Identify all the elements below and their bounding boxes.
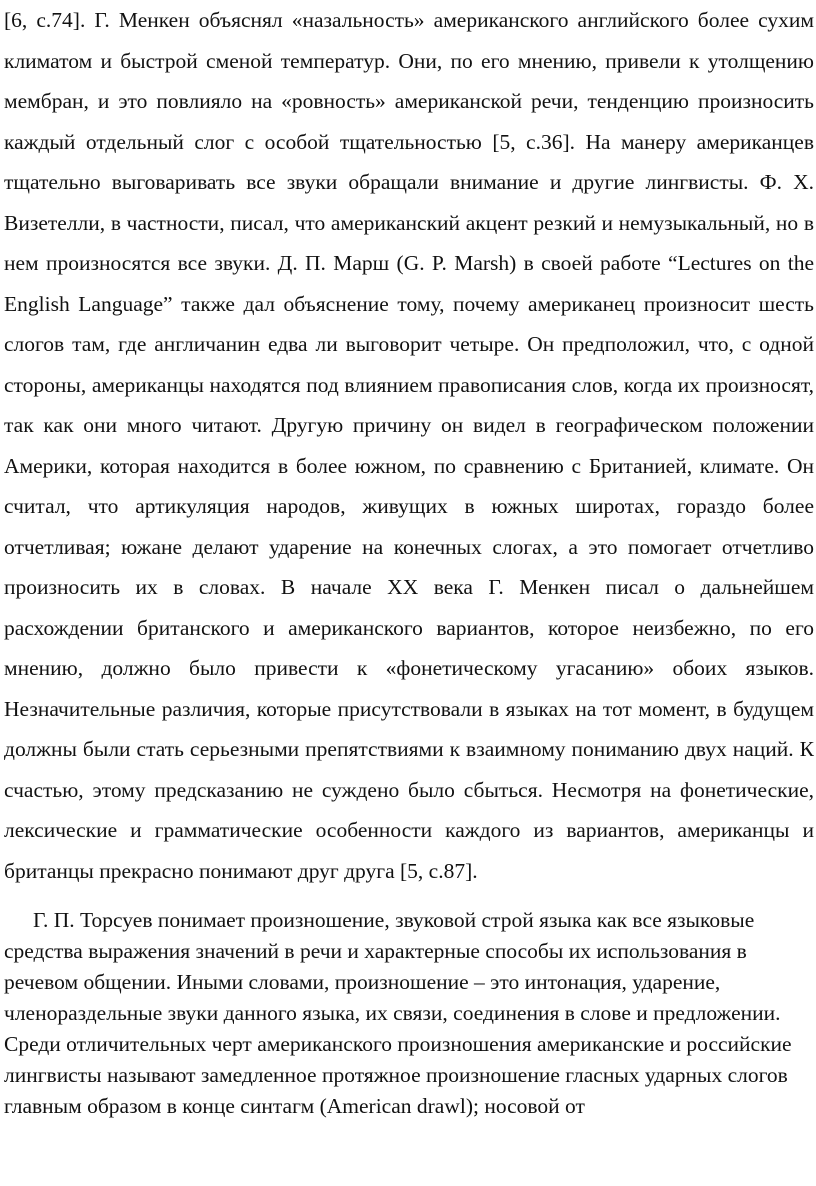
document-page: [4, 0, 814, 1122]
body-paragraph-2: Г. П. Торсуев понимает произношение, звуковой строй языка как все языковые средства выражения значений в речи и характерные способы их использования в речевом общении. Иными словами, произношение – это интонация, ударение, членораздельные звуки данного языка, их связи, соединения в слове и предложении. Среди отличительных черт американского произношения американские и российские лингвисты называют замедленное протяжное произношение гласных ударных слогов главным образом в конце синтагм (American drawl); носовой от: [4, 908, 792, 1118]
body-paragraph-1: [6, с.74]. Г. Менкен объяснял «назальность» американского английского более сухим климатом и быстрой сменой температур. Они, по его мнению, привели к утолщению мембран, и это повлияло на «ровность» американской речи, тенденцию произносить каждый отдельный слог с особой тщательностью [5, с.36]. На манеру американцев тщательно выговаривать все звуки обращали внимание и другие лингвисты. Ф. Х. Визетелли, в частности, писал, что американский акцент резкий и немузыкальный, но в нем произносятся все звуки. Д. П. Марш (G. P. Marsh) в своей работе “Lectures on the English Language” также дал объяснение тому, почему американец произносит шесть слогов там, где англичанин едва ли выговорит четыре. Он предположил, что, с одной стороны, американцы находятся под влиянием правописания слов, когда их произносят, так как они много читают. Другую причину он видел в географическом положении Америки, которая находится в более южном, по сравнению с Британией, климате. Он считал, что артикуляция народов, живущих в южных широтах, гораздо более отчетливая; южане делают ударение на конечных слогах, а это помогает отчетливо произносить их в словах. В начале XX века Г. Менкен писал о дальнейшем расхождении британского и американского вариантов, которое неизбежно, по его мнению, должно было привести к «фонетическому угасанию» обоих языков. Незначительные различия, которые присутствовали в языках на тот момент, в будущем должны были стать серьезными препятствиями к взаимному пониманию двух наций. К счастью, этому предсказанию не суждено было сбыться. Несмотря на фонетические, лексические и грамматические особенности каждого из вариантов, американцы и британцы прекрасно понимают друг друга [5, с.87].: [4, 8, 814, 883]
